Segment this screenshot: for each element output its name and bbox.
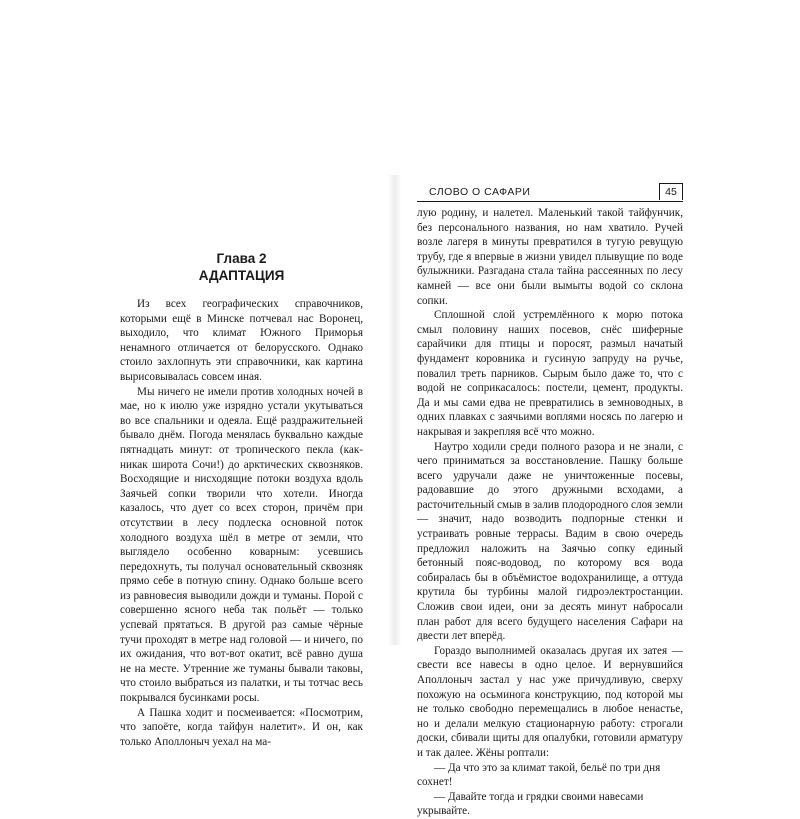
running-head-title: СЛОВО О САФАРИ (429, 186, 531, 198)
running-head (417, 183, 683, 202)
left-page (120, 250, 363, 749)
paragraph: Гораздо выполнимей оказалась другая их затея — свести все навесы в одно целое. И вернувшийся Аполлоныч застал у нас уже причудливую, сверху похожую на осьминога конструкцию, под которой мы не только свободно перемещались в любое ненастье, но и делали мелкую стационарную работу: строгали доски, сбивали щиты для опалубки, готовили арматуру и так далее. Жёны роптали: (417, 644, 683, 759)
chapter-heading (120, 250, 363, 284)
dialogue-line: — Да что это за климат такой, бельё по три дня сохнет! (417, 761, 661, 789)
book-gutter (388, 175, 402, 645)
paragraph: лую родину, и налетел. Маленький такой тайфунчик, без персонального названия, но нам хватило. Ручей возле лагеря в минуты превратился в тугую ревущую трубу, где я впервые в жизни увидел плывущие по воде булыжники. Разгадана стала тайна рассеянных по лесу камней — все они были вымыты водой со склона сопки. (417, 207, 683, 307)
chapter-title: АДАПТАЦИЯ (198, 268, 285, 283)
paragraph: А Пашка ходит и посмеивается: «Посмотрим, что запоёте, когда тайфун налетит». И он, как только Аполлоныч уехал на ма- (120, 706, 363, 748)
chapter-label: Глава 2 (216, 251, 267, 266)
right-page-body (417, 206, 683, 819)
dialogue-line: — Давайте тогда и грядки своими навесами укрывайте. (417, 790, 644, 818)
paragraph: Мы ничего не имели против холодных ночей в мае, но к июлю уже изрядно устали укутываться во все спальники и одеяла. Ещё раздражительней бывало днём. Погода менялась буквально каждые пятнадцать минут: от тропического пекла (как-никак широта Сочи!) до арктических сквозняков. Восходящие и нисходящие потоки воздуха вдоль Заячьей сопки творили что хотели. Иногда казалось, что дует со всех сторон, причём при отсутствии в лесу подлеска основной поток холодного воздуха шёл в метре от земли, что выглядело особенно коварным: усевшись передохнуть, ты получал основательный сквозняк прямо себе в потную спину. Однако больше всего из равновесия выводили дожди и туманы. Порой с совершенно ясного неба так польёт — только успевай прятаться. В другой раз самые чёрные тучи проходят в метре над головой — и ничего, по их ожидания, что вот-вот окатит, всё равно душа не на месте. Утренние же туманы бывали таковы, что стоило выбраться из палатки, и ты тотчас весь покрывался бусинками росы. (120, 385, 363, 705)
paragraph: Наутро ходили среди полного разора и не знали, с чего приниматься за восстановление. Пашку больше всего удручали даже не уничтоженные посевы, радовавшие до этого дружными всходами, а расточительный смыв в залив плодородного слоя земли — значит, надо возводить подпорные стенки и устраивать ровные террасы. Вадим в свою очередь предложил наложить на Заячью сопку единый бетонный пояс-водовод, по которому вся вода собиралась бы в объёмистое водохранилище, а оттуда крутила бы турбины малой гидроэлектростанции. Сложив свои идеи, они за десять минут набросали план работ для всего будущего населения Сафари на двести лет вперёд. (417, 440, 683, 643)
paragraph: Сплошной слой устремлённого к морю потока смыл половину наших посевов, снёс шиферные сарайчики для птицы и поросят, размыл начатый фундамент коровника и гусиную запруду на ручье, повалил треть парников. Сырым было даже то, что с водой не соприкасалось: постели, цемент, продукты. Да и мы сами едва не превратились в земноводных, в одних плавках с заячьими воплями носясь по лагерю и накрывая и закрепляя всё что можно. (417, 309, 683, 438)
page-number: 45 (659, 183, 683, 200)
paragraph: Из всех географических справочников, которыми ещё в Минске потчевал нас Воронец, выходило, что климат Южного Приморья ненамного отличается от белорусского. Однако стоило захлопнуть эти справочники, как картина вырисовывалась совсем иная. (120, 298, 363, 383)
